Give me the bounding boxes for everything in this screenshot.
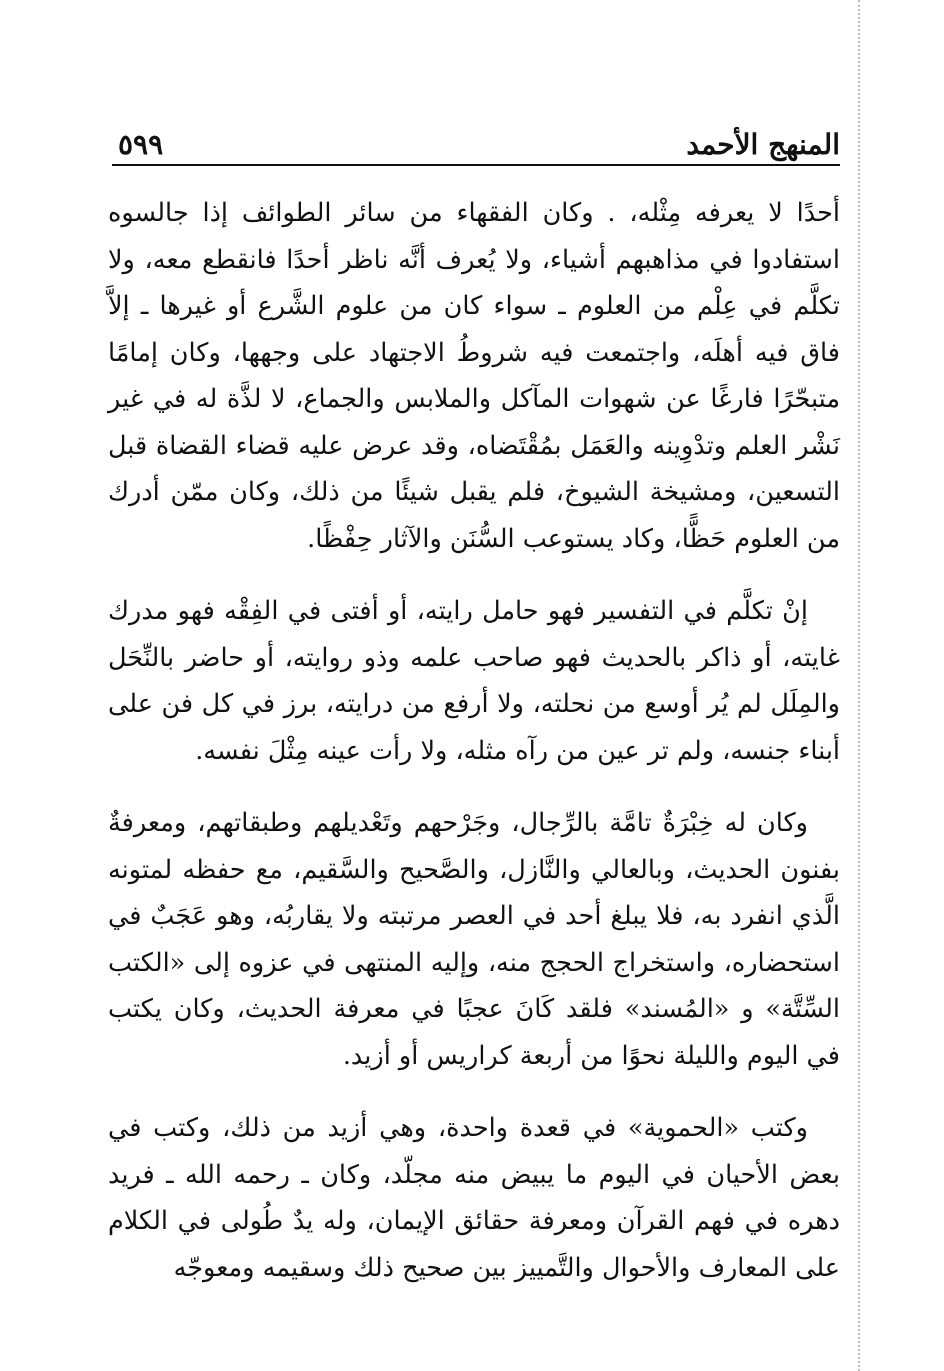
page-number: ٥٩٩	[118, 128, 164, 161]
paragraph: وكان له خِبْرَةٌ تامَّة بالرِّجال، وجَرْحهم وتَعْديلهم وطبقاتهم، ومعرفةٌ بفنون الحديث، وبالعالي والنَّازل، والصَّحيح والسَّقيم، مع حفظه لمتونه الَّذي انفرد به، فلا يبلغ أحد في العصر مرتبته ولا يقاربُه، وهو عَجَبٌ في استحضاره، واستخراج الحجج منه، وإليه المنتهى في عزوه إلى «الكتب السِّتَّة» و «المُسند» فلقد كَانَ عجبًا في معرفة الحديث، وكان يكتب في اليوم والليلة نحوًا من أربعة كراريس أو أزيد.	[108, 808, 840, 1071]
page-header	[112, 128, 840, 166]
paragraph: أحدًا لا يعرفه مِثْله، . وكان الفقهاء من سائر الطوائف إذا جالسوه استفادوا في مذاهبهم أشياء، ولا يُعرف أنَّه ناظر أحدًا فانقطع معه، ولا تكلَّم في عِلْم من العلوم ـ سواء كان من علوم الشَّرع أو غيرها ـ إلاَّ فاق فيه أهلَه، واجتمعت فيه شروطُ الاجتهاد على وجهها، وكان إمامًا متبحّرًا فارغًا عن شهوات المآكل والملابس والجماع، لا لذَّة له في غير نَشْر العلم وتدْوِينه والعَمَل بمُقْتَضاه، وقد عرض عليه قضاء القضاة قبل التسعين، ومشيخة الشيوخ، فلم يقبل شيئًا من ذلك، وكان ممّن أدرك من العلوم حَظًّا، وكاد يستوعب السُّنَن والآثار حِفْظًا.	[108, 198, 840, 554]
scan-edge-divider	[858, 0, 860, 1371]
paragraph: إنْ تكلَّم في التفسير فهو حامل رايته، أو أفتى في الفِقْه فهو مدرك غايته، أو ذاكر بالحديث فهو صاحب علمه وذو روايته، أو حاضر بالنِّحَل والمِلَل لم يُر أوسع من نحلته، ولا أرفع من درايته، برز في كل فن على أبناء جنسه، ولم تر عين من رآه مثله، ولا رأت عينه مِثْلَ نفسه.	[108, 596, 840, 766]
paragraph: وكتب «الحموية» في قعدة واحدة، وهي أزيد من ذلك، وكتب في بعض الأحيان في اليوم ما يبيض منه مجلّد، وكان ـ رحمه الله ـ فريد دهره في فهم القرآن ومعرفة حقائق الإيمان، وله يدٌ طُولى في الكلام على المعارف والأحوال والتَّمييز بين صحيح ذلك وسقيمه ومعوجّه	[108, 1113, 840, 1283]
body-text	[108, 190, 840, 1291]
running-title: المنهج الأحمد	[686, 128, 840, 161]
